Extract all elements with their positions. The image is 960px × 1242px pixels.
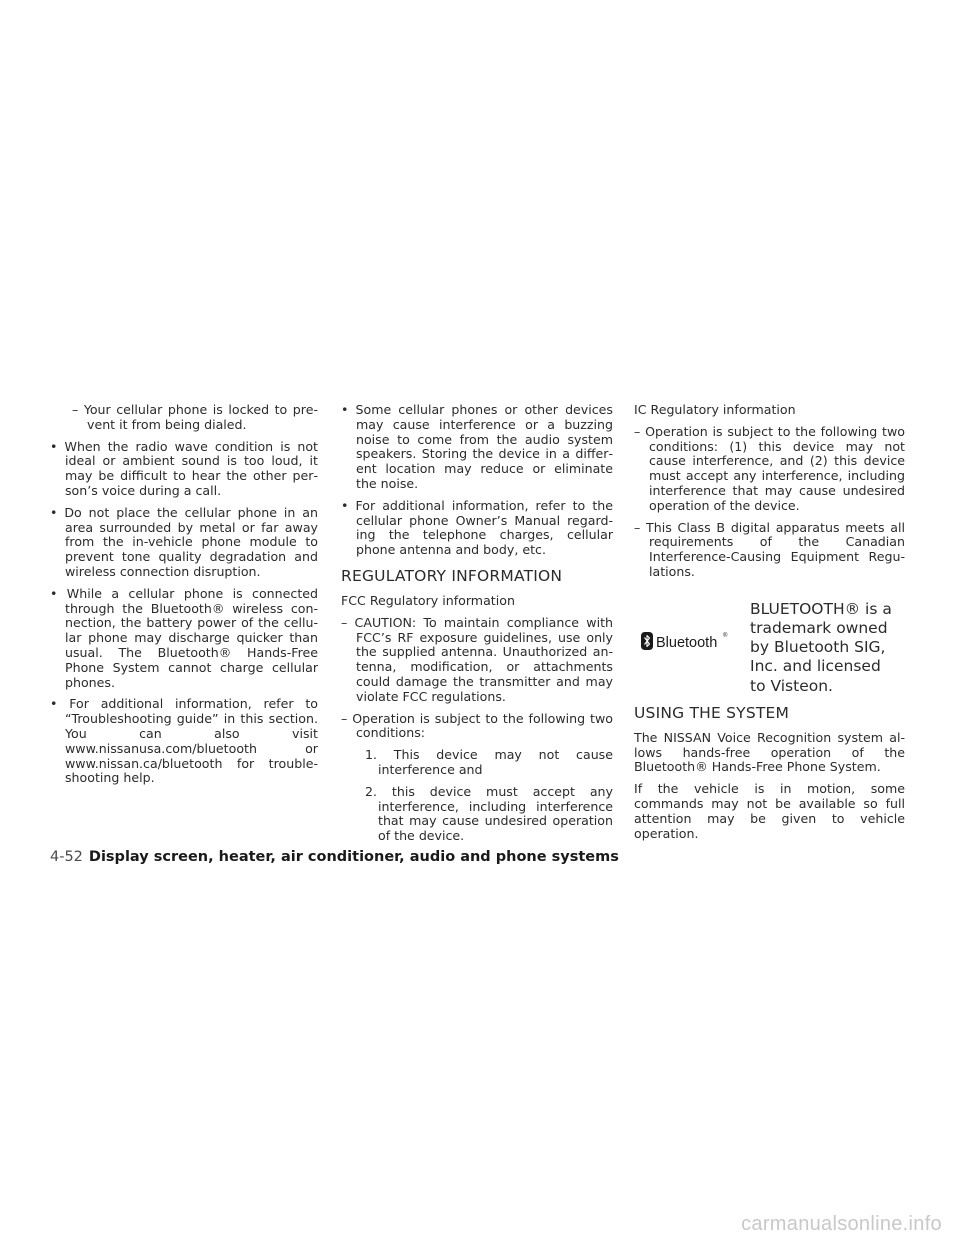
page-number: 4-52 <box>50 849 83 865</box>
trademark-line: by Bluetooth SIG, <box>750 638 886 657</box>
trademark-line: Inc. and licensed <box>750 657 881 676</box>
list-item: – Your cellular phone is locked to prevent it from being dialed. <box>72 402 318 432</box>
list-item: • For additional information, refer to “Troubleshooting guide” in this section. You can also visit www.nissanusa.com/bluetooth or www.nissan.ca/bluetooth for troubleshooting help. <box>50 696 318 786</box>
section-heading-using-system: USING THE SYSTEM <box>634 703 790 722</box>
section-heading-regulatory: REGULATORY INFORMATION <box>341 566 563 585</box>
bluetooth-trademark-block <box>634 599 905 695</box>
list-item: – This Class B digital apparatus meets all requirements of the Canadian Interference-Causing Equipment Regulations. <box>634 519 905 579</box>
list-item: • While a cellular phone is connected through the Bluetooth® wireless connection, the battery power of the cellular phone may discharge quicker than usual. The Bluetooth® Hands-Free Phone System cannot charge cellular phones. <box>50 585 318 690</box>
list-item: • When the radio wave condition is not ideal or ambient sound is too loud, it may be difficult to hear the other person’s voice during a call. <box>50 438 318 498</box>
ic-subheading: IC Regulatory information <box>634 402 796 417</box>
list-item: – CAUTION: To maintain compliance with FCC’s RF exposure guidelines, use only the supplied antenna. Unauthorized antenna, modification, or attachments could damage the transmitter and may violate FCC regulations. <box>341 614 613 704</box>
column-2 <box>341 403 613 851</box>
page-footer <box>50 848 619 866</box>
numbered-item: 2. this device must accept any interference, including interference that may cause undesired operation of the device. <box>365 783 613 844</box>
trademark-line: BLUETOOTH® is a <box>750 599 892 618</box>
column-1 <box>50 403 318 793</box>
bluetooth-logo-text: Bluetooth <box>656 634 718 651</box>
bluetooth-logo-icon <box>640 628 730 654</box>
list-item: – Operation is subject to the following two conditions: <box>341 710 613 741</box>
list-item: • For additional information, refer to the cellular phone Owner’s Manual regarding the telephone charges, cellular phone antenna and body, etc. <box>341 497 613 558</box>
section-title: Display screen, heater, air conditioner, audio and phone systems <box>88 849 619 865</box>
numbered-item: 1. This device may not cause interference and <box>365 747 613 777</box>
list-item: – Operation is subject to the following two conditions: (1) this device may not cause interference, and (2) this device must accept any interference, including interference that may cause undesired operation of the device. <box>634 423 905 513</box>
trademark-notice <box>750 600 910 696</box>
paragraph: The NISSAN Voice Recognition system allows hands-free operation of the Bluetooth® Hands-Free Phone System. <box>634 729 905 775</box>
trademark-line: to Visteon. <box>750 676 833 695</box>
bluetooth-logo-registered: ® <box>723 632 728 639</box>
trademark-line: trademark owned <box>750 618 888 637</box>
list-item: • Do not place the cellular phone in an area surrounded by metal or far away from the in-vehicle phone module to prevent tone quality degradation and wireless connection disruption. <box>50 504 318 579</box>
column-3 <box>634 403 905 848</box>
fcc-subheading: FCC Regulatory information <box>341 592 515 608</box>
list-item: • Some cellular phones or other devices may cause interference or a buzzing noise to come from the audio system speakers. Storing the device in a different location may reduce or eliminate the noise. <box>341 402 613 491</box>
watermark: carmanualsonline.info <box>741 1213 942 1235</box>
paragraph: If the vehicle is in motion, some commands may not be available so full attention may be given to vehicle operation. <box>634 781 905 841</box>
